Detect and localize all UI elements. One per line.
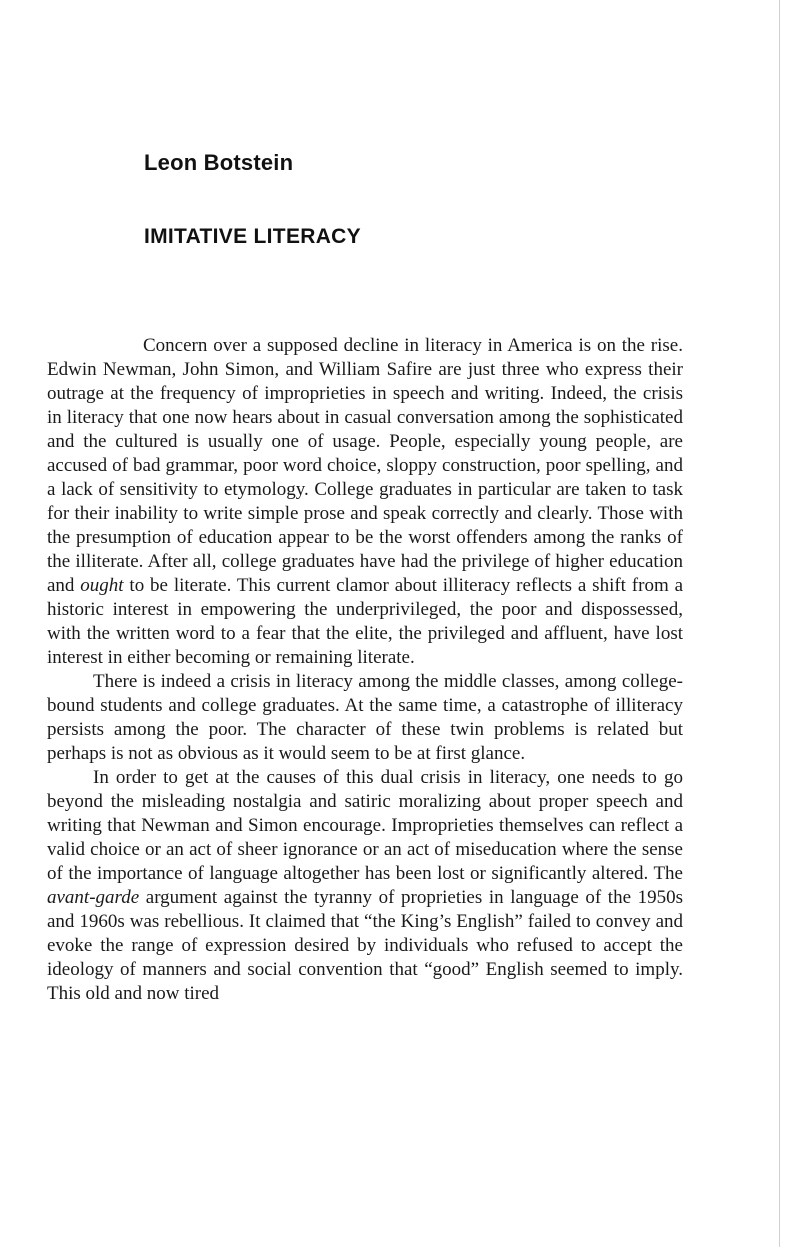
emphasis-avant-garde: avant-garde <box>47 887 140 908</box>
paragraph-3 <box>47 766 683 1006</box>
paragraph-text: to be literate. This current clamor about illiteracy reflects a shift from a historic interest in empowering the underprivileged, the poor and dispossessed, with the written word to a fear that the elite, the privileged and affluent, have lost interest in either becoming or remaining literate. <box>47 575 684 668</box>
author-name: Leon Botstein <box>144 150 294 175</box>
emphasis-ought: ought <box>80 575 124 596</box>
essay-body <box>47 334 683 1006</box>
essay-title: IMITATIVE LITERACY <box>144 225 361 248</box>
page-edge-line <box>779 0 780 1247</box>
paragraph-text: There is indeed a crisis in literacy among the middle classes, among college-bound students and college graduates. At the same time, a catastrophe of illiteracy persists among the poor. The character of these twin problems is related but perhaps is not as obvious as it would seem to be at first glance. <box>47 671 683 764</box>
paragraph-text: Concern over a supposed decline in literacy in America is on the rise. Edwin Newman, John Simon, and William Safire are just three who express their outrage at the frequency of improprieties in speech and writing. Indeed, the crisis in literacy that one now hears about in casual conversation among the sophisticated and the cultured is usually one of usage. People, especially young people, are accused of bad grammar, poor word choice, sloppy construction, poor spelling, and a lack of sensitivity to etymology. College graduates in particular are taken to task for their inability to write simple prose and speak correctly and clearly. Those with the presumption of education appear to be the worst offenders among the ranks of the illiterate. After all, college graduates have had the privilege of higher education and <box>47 335 683 596</box>
paragraph-text: In order to get at the causes of this dual crisis in literacy, one needs to go beyond the misleading nostalgia and satiric moralizing about proper speech and writing that Newman and Simon encourage. Improprieties themselves can reflect a valid choice or an act of sheer ignorance or an act of miseducation where the sense of the importance of language altogether has been lost or significantly altered. The <box>47 767 683 884</box>
paragraph-1 <box>47 334 683 670</box>
paragraph-2 <box>47 670 683 766</box>
paragraph-text: argument against the tyranny of proprieties in language of the 1950s and 1960s was rebellious. It claimed that “the King’s English” failed to convey and evoke the range of expression desired by individuals who refused to accept the ideology of manners and social convention that “good” English seemed to imply. This old and now tired <box>47 887 683 1004</box>
